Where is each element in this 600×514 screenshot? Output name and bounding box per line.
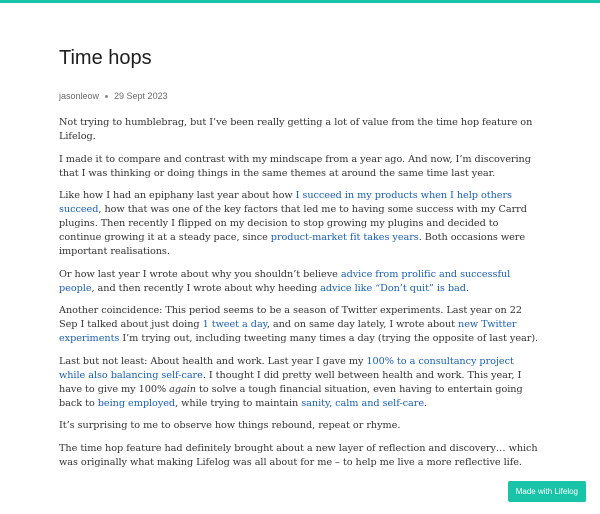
inline-link[interactable]: being employed bbox=[97, 397, 176, 409]
paragraph-text: , how that was one of the key factors that led me to having some success with my Carrd plugins. Then recently I flipped on my decision to stop growing my plugins and decided to continue growing it at a steady pace, since bbox=[59, 204, 527, 243]
paragraph-text: It’s surprising to me to observe how things rebound, repeat or rhyme. bbox=[59, 420, 401, 431]
post-paragraph bbox=[59, 442, 539, 470]
paragraph-text: . I thought I did pretty well between health and work. This year, I have to give my 100% bbox=[59, 369, 522, 395]
inline-link[interactable]: 100% to a consultancy project while also balancing self-care bbox=[59, 355, 514, 381]
inline-link[interactable]: advice like “Don’t quit” is bad bbox=[320, 282, 466, 294]
paragraph-text: , and on same day lately, I wrote about bbox=[266, 319, 459, 330]
top-accent-bar bbox=[0, 0, 600, 3]
paragraph-text: . Both occasions were important realisations. bbox=[59, 232, 526, 257]
meta-separator-dot bbox=[105, 95, 108, 98]
post-paragraph bbox=[59, 153, 539, 181]
paragraph-text: . bbox=[424, 397, 428, 409]
post-paragraph bbox=[59, 116, 539, 144]
paragraph-text: Or how last year I wrote about why you shouldn’t believe bbox=[59, 268, 341, 280]
post-title: Time hops bbox=[59, 47, 152, 69]
paragraph-text: Like how I had an epiphany last year about how bbox=[59, 190, 296, 201]
inline-link[interactable]: sanity, calm and self-care bbox=[301, 397, 424, 409]
inline-link[interactable]: product-market fit takes years bbox=[270, 232, 419, 243]
paragraph-text: Last but not least: About health and work. Last year I gave my bbox=[59, 355, 367, 367]
paragraph-text: to solve a tough financial situation, even having to entertain going back to bbox=[59, 383, 523, 409]
post-body bbox=[59, 116, 539, 470]
inline-link[interactable]: I succeed in my products when I help others succeed bbox=[59, 190, 512, 215]
post-meta bbox=[59, 90, 539, 102]
inline-link[interactable]: 1 tweet a day bbox=[202, 319, 267, 330]
post-paragraph bbox=[59, 304, 539, 346]
paragraph-text: The time hop feature had definitely brought about a new layer of reflection and discovery… which was originally what making Lifelog was all about for me – to help me live a more reflective life. bbox=[59, 442, 538, 468]
paragraph-text: , and then recently I wrote about why heeding bbox=[91, 282, 321, 294]
post-container bbox=[59, 44, 539, 478]
post-paragraph bbox=[59, 189, 539, 259]
paragraph-text: I’m trying out, including tweeting many times a day (trying the opposite of last year). bbox=[119, 333, 539, 344]
inline-link[interactable]: advice from prolific and successful people bbox=[59, 268, 511, 294]
post-date: 29 Sept 2023 bbox=[114, 91, 168, 101]
paragraph-text: I made it to compare and contrast with my mindscape from a year ago. And now, I’m discovering that I was thinking or doing things in the same themes at around the same time last year. bbox=[59, 153, 531, 179]
inline-link[interactable]: new Twitter experiments bbox=[59, 319, 517, 344]
post-paragraph bbox=[59, 355, 539, 411]
post-author[interactable]: jasonleow bbox=[59, 91, 100, 101]
paragraph-text: . bbox=[465, 282, 469, 294]
paragraph-text: Not trying to humblebrag, but I’ve been really getting a lot of value from the time hop feature on Lifelog. bbox=[59, 117, 533, 142]
emphasis-text: again bbox=[169, 383, 196, 395]
post-paragraph bbox=[59, 419, 539, 433]
paragraph-text: Another coincidence: This period seems to be a season of Twitter experiments. Last year on 22 Sep I talked about just doing bbox=[59, 305, 522, 330]
made-with-lifelog-button[interactable]: Made with Lifelog bbox=[508, 481, 586, 502]
post-paragraph bbox=[59, 268, 539, 296]
paragraph-text: , while trying to maintain bbox=[175, 397, 302, 409]
